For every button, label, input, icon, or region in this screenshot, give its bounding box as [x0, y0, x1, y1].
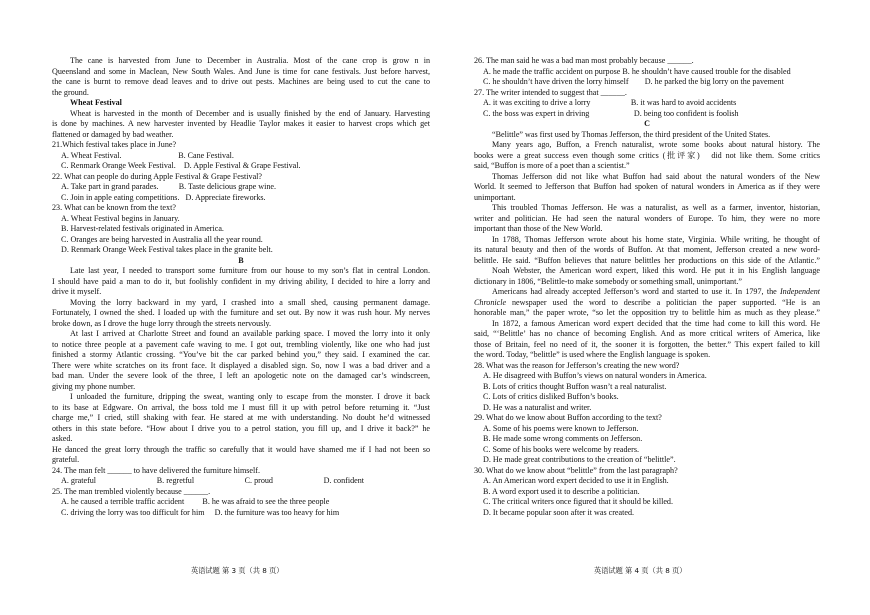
right-text-line: Chronicle newspaper used the word to describe a politician the paper supported. “He is an	[474, 297, 820, 307]
left-text-line: B. Harvest-related festivals originated in America.	[61, 224, 224, 233]
right-text-line: C. the boss was expert in driving D. being too confident is foolish	[483, 108, 739, 118]
right-text-line: C. he shouldn’t have driven the lorry himself D. he parked the big lorry on the pavement	[483, 77, 784, 86]
left-text-line: A. Wheat Festival. B. Cane Festival.	[61, 150, 234, 160]
left-text-line: Fortunately, I owned the shed. I loaded up with the furniture and set out. By now it was rush hour. My nerves	[52, 308, 430, 317]
right-text-line: dictionary in 1806, “Belittle-to make somebody or something small, unimportant.”	[474, 276, 742, 286]
right-text-line: C. Some of his books were welcome by readers.	[483, 444, 639, 454]
left-text-line: B	[238, 255, 244, 265]
right-text-line: This troubled Thomas Jefferson. He was a naturalist, as well as a farmer, inventor, historian,	[492, 203, 820, 212]
left-text-line: 25. The man trembled violently because ______.	[52, 486, 211, 496]
right-text-line: C	[644, 119, 650, 128]
left-text-line: The cane is harvested from June to December in Australia. Most of the cane crop is grow n in	[70, 56, 430, 65]
left-text-line: D. Renmark Orange Week Festival takes place in the granite belt.	[61, 245, 273, 254]
left-text-line: the ground.	[52, 87, 89, 97]
right-text-line: A. it was exciting to drive a lorry B. it was hard to avoid accidents	[483, 98, 737, 107]
left-text-line: At last I arrived at Charlotte Street and found an available parking space. I moved the lorry into it only	[70, 329, 430, 338]
right-text-line: 29. What do we know about Buffon according to the text?	[474, 413, 662, 422]
left-text-line: He danced the great lorry through the traffic so carefully that it would have shamed me if I had not been so	[52, 444, 430, 454]
right-text-line: its natural beauty and then of the words of Buffon. At that moment, Jefferson created a new word-	[474, 245, 820, 254]
left-text-line: I should have paid a man to do it, but foolishly confident in my driving ability, I decided to hire a lorry and	[52, 276, 430, 286]
right-text-line: the word. Today, “belittle” is used where the English language is spoken.	[474, 350, 711, 359]
left-text-line: asked.	[52, 434, 73, 443]
left-text-line: I unloaded the furniture, dripping the sweat, wanting only to escape from the monster. I drove it back	[70, 392, 430, 401]
left-text-line: giving my phone number.	[52, 381, 136, 391]
left-text-line: broke down, as I drove the huge lorry through the streets nervously.	[52, 318, 272, 328]
left-text-line: grateful.	[52, 455, 80, 464]
left-text-line: charge me,” I cried, still shaking with fear. He stared at me with understanding. No doubt he’d witnessed	[52, 413, 430, 422]
left-text-line: the cane is burnt to remove dead leaves and to drive out pests. Machines are being used to cut the cane to	[52, 77, 430, 86]
left-text-line: C. Oranges are being harvested in Australia all the year round.	[61, 234, 263, 244]
left-text-line: C. driving the lorry was too difficult for him D. the furniture was too heavy for him	[61, 507, 340, 517]
left-text-line: Wheat is harvested in the month of December and is usually finished by the end of January. Harvesting	[70, 108, 430, 118]
right-text-line: Many years ago, Buffon, a French naturalist, wrote some books about natural history. The	[492, 140, 820, 149]
left-text-line: A. Take part in grand parades. B. Taste delicious grape wine.	[61, 182, 277, 191]
right-text-line: D. It became popular soon after it was created.	[483, 507, 635, 517]
left-text-line: 21.Which festival takes place in June?	[52, 140, 177, 149]
right-text-line: said, “Buffon is more of a poet than a scientist.”	[474, 161, 630, 170]
right-text-line: 28. What was the reason for Jefferson’s creating the new word?	[474, 360, 680, 370]
left-text-line: Late last year, I needed to transport some furniture from our house to my son’s flat in central London.	[70, 266, 430, 275]
page-3-footer: 英语试题 第 3 页（共 8 页）	[191, 566, 284, 575]
right-text-line: important than those of the New World.	[474, 224, 603, 233]
right-text-line: D. He made great contributions to the creation of “belittle”.	[483, 455, 676, 464]
right-text-line: Americans had already accepted Jefferson’s word and started to use it. In 1797, the Independent	[492, 287, 820, 296]
right-text-line: unimportant.	[474, 192, 516, 202]
left-text-line: to its base at Edgware. On arrival, the boss told me I must fill it up with petrol before returning it. “Just	[52, 402, 430, 412]
right-text-line: said, “‘Belittle’ has no chance of becoming English. And as more critical writers of America, like	[474, 329, 820, 338]
right-text-line: A. Some of his poems were known to Jefferson.	[483, 423, 639, 433]
left-text-line: There were white scratches on its front face. It displayed a disabled sign. So, now I was a bad driver and a	[52, 360, 430, 370]
left-text-line: Wheat Festival	[70, 98, 122, 107]
left-text-line: flattened or damaged by bad weather.	[52, 129, 174, 139]
right-text-line: D. He was a naturalist and writer.	[483, 402, 592, 412]
right-text-line: Thomas Jefferson did not like what Buffon had said about the natural wonders of the New	[492, 171, 820, 181]
page-4-footer: 英语试题 第 4 页（共 8 页）	[594, 566, 687, 575]
left-text-line: A. Wheat Festival begins in January.	[61, 213, 180, 223]
left-text-line: Moving the lorry backward in my yard, I crashed into a small shed, causing permanent damage.	[70, 297, 430, 307]
right-text-line: B. He made some wrong comments on Jefferson.	[483, 434, 643, 443]
right-text-line: In 1788, Thomas Jefferson wrote about his home state, Virginia. While writing, he thought of	[492, 234, 820, 244]
right-text-line: 30. What do we know about “belittle” from the last paragraph?	[474, 465, 678, 475]
right-text-line: writer and politician. He had seen the natural wonders of Europe. To him, they were no more	[474, 213, 820, 223]
right-text-line: A. He disagreed with Buffon’s views on natural wonders in America.	[483, 371, 707, 380]
right-text-line: Noah Webster, the American word expert, liked this word. He put it in his English language	[492, 266, 820, 275]
left-text-line: Queensland and some in Maclean, New South Wales. And June is time for cane festivals. Just before harvest,	[52, 66, 430, 76]
left-text-line: bad man. Under the severe look of the three, I left an apologetic note on the damaged car’s windscreen,	[52, 371, 430, 380]
page-4-column	[474, 56, 820, 518]
right-text-line: A. he made the traffic accident on purpose B. he shouldn’t have caused trouble for the disabled	[483, 66, 791, 76]
right-text-line: A. An American word expert decided to use it in English.	[483, 476, 669, 485]
left-text-line: to notice three people at a pavement cafe waving to me. I got out, trembling violently, like one who had just	[52, 339, 430, 349]
right-text-line: B. Lots of critics thought Buffon wasn’t a real naturalist.	[483, 381, 667, 391]
left-text-line: 24. The man felt ______ to have delivered the furniture himself.	[52, 465, 260, 475]
right-text-line: 26. The man said he was a bad man most probably because ______.	[474, 56, 694, 65]
right-text-line: In 1872, a famous American word expert decided that the time had come to kill this word. He	[492, 318, 820, 328]
left-text-line: drive it myself.	[52, 287, 102, 296]
right-text-line: C. The critical writers once figured that it should be killed.	[483, 497, 674, 506]
right-text-line: World. It seemed to Jefferson that Buffon had spoken of natural wonders in America as if they were	[474, 182, 820, 191]
right-text-line: C. Lots of critics disliked Buffon’s books.	[483, 392, 619, 401]
left-text-line: 23. What can be known from the text?	[52, 203, 176, 212]
right-text-line: belittle. He said. “Buffon believes that nature belittles her productions on this side of the Atlantic.”	[474, 255, 820, 265]
right-text-line: honorable man,” the paper wrote, “so let the opposition try to belittle him as much as they please.”	[474, 308, 820, 317]
right-text-line: “Belittle” was first used by Thomas Jefferson, the third president of the United States.	[492, 129, 771, 139]
right-text-line: those of Britain, feel no need of it, the sooner it is forgotten, the better.” This expert failed to kill	[474, 339, 820, 349]
right-text-line: books were a great success even though some critics (批评家) did not like them. Some critics	[474, 150, 820, 160]
left-text-line: others in this state before. “How about I drive you to a petrol station, you fill up, and I drive it back?” he	[52, 423, 430, 433]
page-3-column	[52, 56, 430, 518]
left-text-line: is done by machines. A new harvester invented by Headlie Taylor makes it easier to harvest crops which get	[52, 119, 430, 128]
left-text-line: A. he caused a terrible traffic accident B. he was afraid to see the three people	[61, 497, 330, 506]
left-text-line: C. Join in apple eating competitions. D. Appreciate fireworks.	[61, 192, 266, 202]
left-text-line: C. Renmark Orange Week Festival. D. Apple Festival & Grape Festival.	[61, 161, 301, 170]
left-text-line: A. grateful B. regretful C. proud D. confident	[61, 476, 365, 485]
left-text-line: finished a stormy Atlantic crossing. “You’ve bit the car parked behind you,” they said. I examined the car.	[52, 350, 430, 359]
right-text-line: B. A word export used it to describe a politician.	[483, 486, 640, 496]
left-text-line: 22. What can people do during Apple Festival & Grape Festival?	[52, 171, 263, 181]
right-text-line: 27. The writer intended to suggest that ______.	[474, 87, 627, 97]
